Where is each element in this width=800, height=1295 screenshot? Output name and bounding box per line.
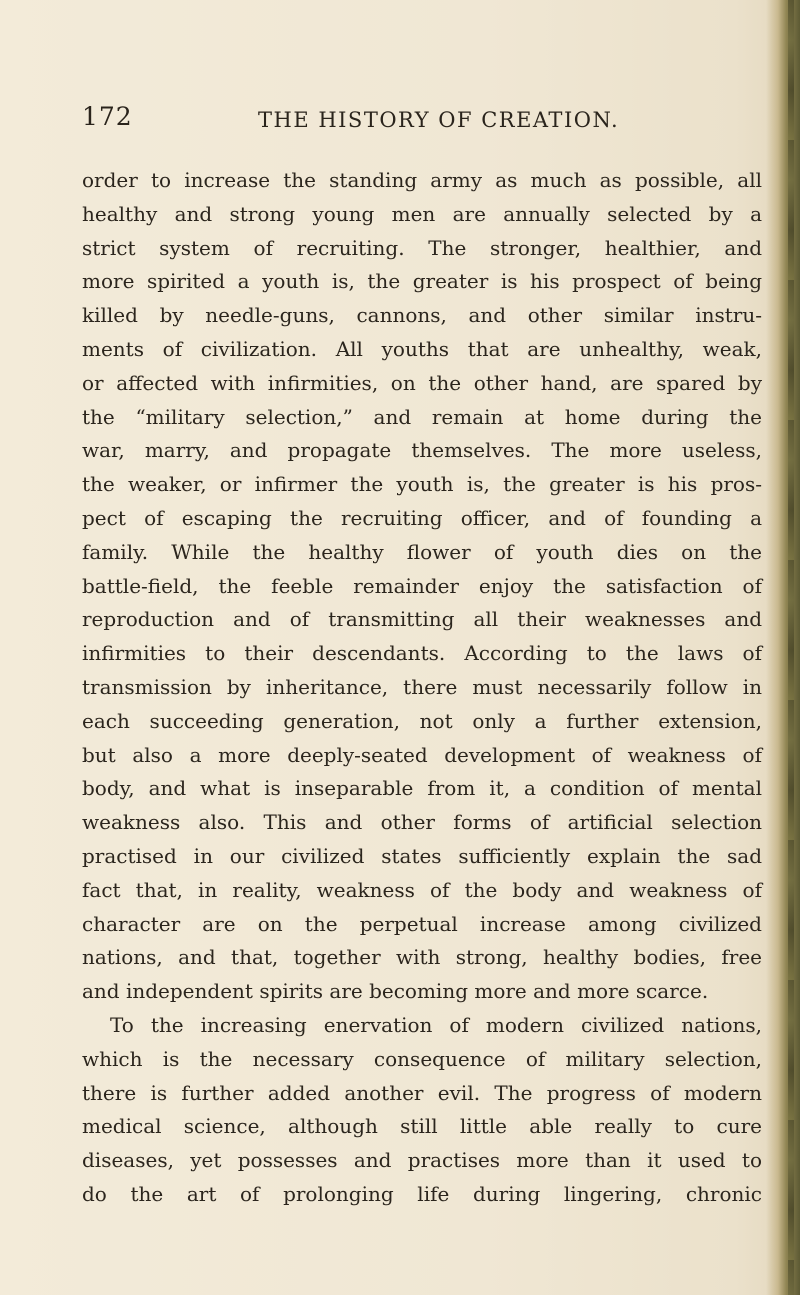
text-line: pect of escaping the recruiting officer, and of founding a <box>82 505 762 530</box>
text-line: healthy and strong young men are annually selected by a <box>82 201 762 226</box>
text-line: ments of civilization. All youths that are unhealthy, weak, <box>82 336 762 361</box>
text-line: transmission by inheritance, there must necessarily follow in <box>82 674 762 699</box>
text-line: nations, and that, together with strong, healthy bodies, free <box>82 945 762 970</box>
body-text <box>82 164 762 1212</box>
text-line: and independent spirits are becoming more and more scarce. <box>82 979 709 1004</box>
text-line: each succeeding generation, not only a further extension, <box>82 708 762 733</box>
page-edge-shadow <box>766 0 800 1295</box>
text-line: there is further added another evil. The progress of modern <box>82 1080 762 1105</box>
page-edge-streak <box>788 0 794 1295</box>
text-line: battle-field, the feeble remainder enjoy the satisfaction of <box>82 573 762 598</box>
text-line: body, and what is inseparable from it, a condition of mental <box>82 776 762 801</box>
text-line: which is the necessary consequence of military selection, <box>82 1046 762 1071</box>
text-line: fact that, in reality, weakness of the body and weakness of <box>82 877 762 902</box>
text-line: family. While the healthy flower of youth dies on the <box>82 539 762 564</box>
running-title: THE HISTORY OF CREATION. <box>258 108 620 132</box>
text-line: diseases, yet possesses and practises more than it used to <box>82 1148 762 1173</box>
text-line: To the increasing enervation of modern civilized nations, <box>110 1012 762 1037</box>
text-line: practised in our civilized states sufficiently explain the sad <box>82 843 762 868</box>
text-line: or affected with infirmities, on the other hand, are spared by <box>82 370 762 395</box>
text-line: strict system of recruiting. The stronger, healthier, and <box>82 235 762 260</box>
text-line: but also a more deeply-seated development of weakness of <box>82 742 762 767</box>
text-line: weakness also. This and other forms of artificial selection <box>82 810 762 835</box>
text-line: the “military selection,” and remain at home during the <box>82 404 762 429</box>
text-line: character are on the perpetual increase among civilized <box>82 911 762 936</box>
text-line: medical science, although still little able really to cure <box>82 1114 762 1139</box>
text-line: reproduction and of transmitting all their weaknesses and <box>82 607 762 632</box>
text-line: the weaker, or infirmer the youth is, the greater is his pros- <box>82 472 762 497</box>
page-header <box>82 102 762 142</box>
text-line: order to increase the standing army as much as possible, all <box>82 168 762 192</box>
text-line: infirmities to their descendants. According to the laws of <box>82 641 762 666</box>
text-line: killed by needle-guns, cannons, and other similar instru- <box>82 303 762 328</box>
text-line: war, marry, and propagate themselves. The more useless, <box>82 438 762 463</box>
text-line: more spirited a youth is, the greater is his prospect of being <box>82 269 762 294</box>
text-line: do the art of prolonging life during lingering, chronic <box>82 1181 762 1206</box>
page-number: 172 <box>82 102 133 131</box>
